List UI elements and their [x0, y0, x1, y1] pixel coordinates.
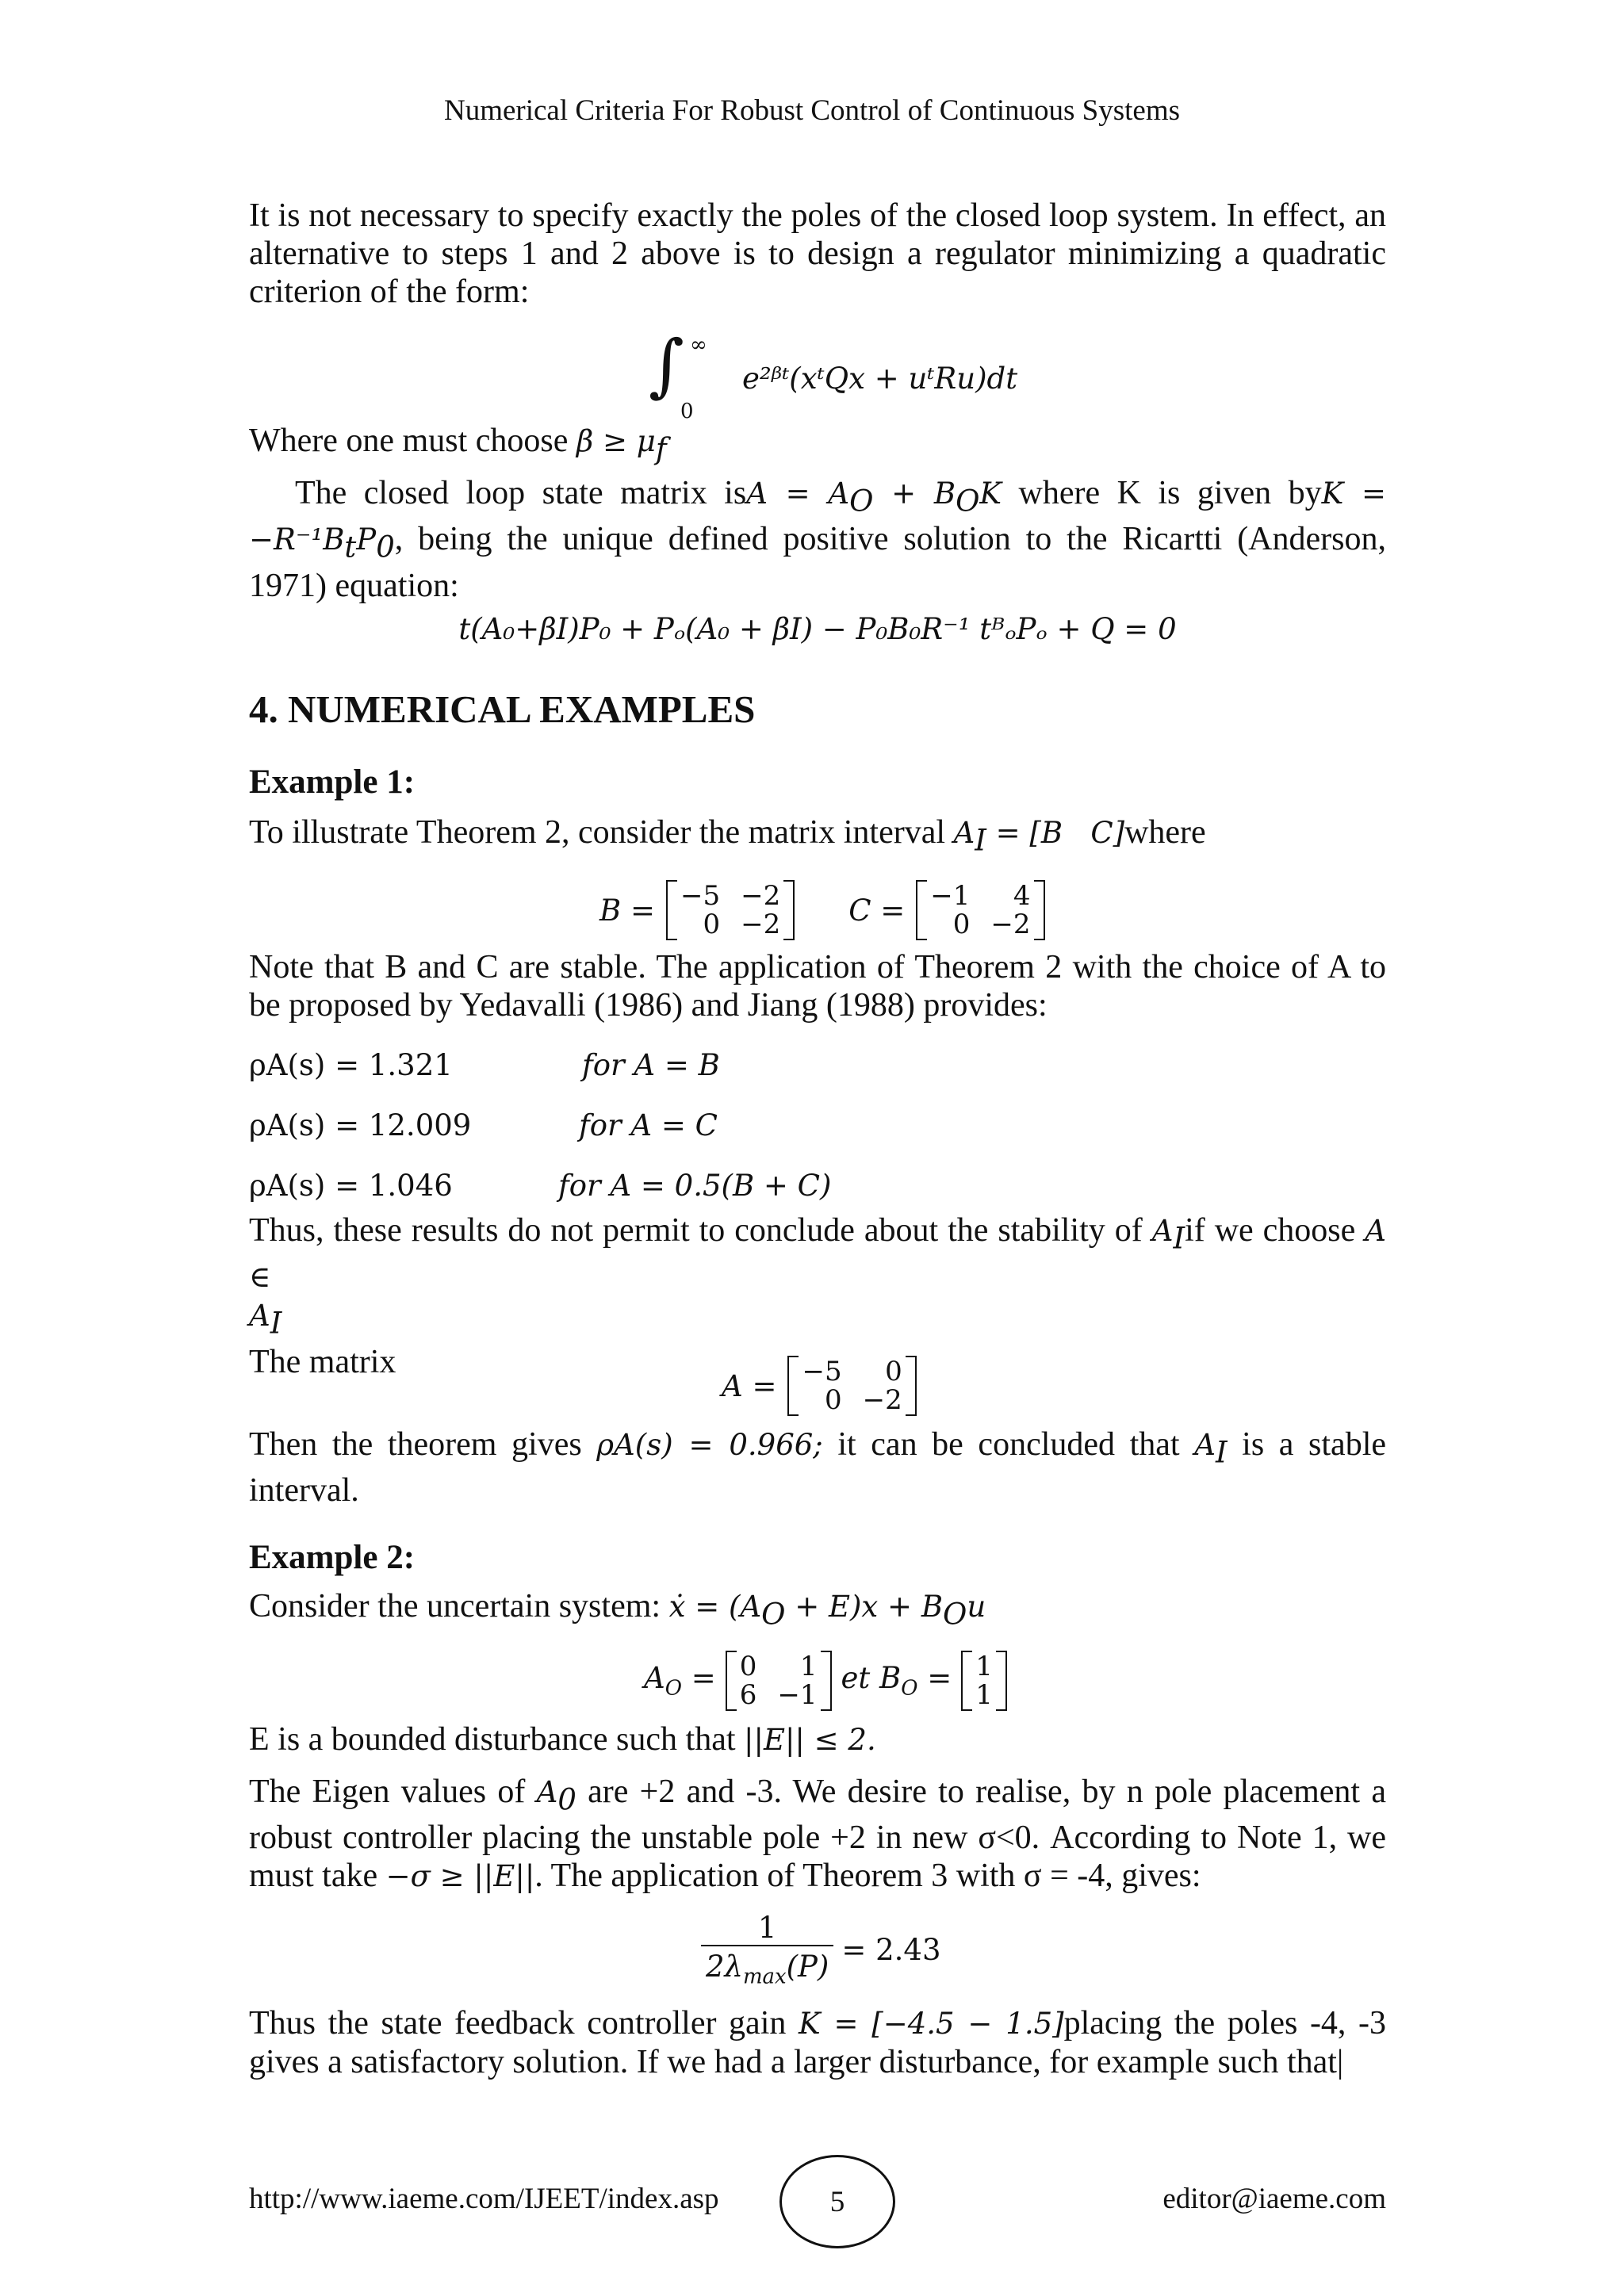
closed-loop-paragraph: The closed loop state matrix isA = $A_O + B_OK$ where K is given byK = $-R^{-1}B_tP_0$, being the unique defined positive solution to the Ricartti (Anderson, 1971) equation:	[249, 475, 1386, 604]
example1-matrix-label: The matrix	[249, 1343, 396, 1380]
C-label: C =	[848, 893, 906, 928]
matrix-A-block	[722, 1354, 917, 1418]
integral-sign: ∫	[649, 326, 684, 405]
result-row-1: ρA(s) = 1.321 for A = B	[249, 1048, 720, 1082]
B-label: B =	[599, 893, 655, 928]
intro-paragraph: It is not necessary to specify exactly the poles of the closed loop system. In effect, an alternative to steps 1 and 2 above is to design a regulator minimizing a quadratic criterion of the form:	[249, 197, 1386, 310]
integral-upper-limit: ∞	[690, 333, 707, 357]
example2-intro: Consider the uncertain system: ẋ = $(A_O + E)x + B_Ou$	[249, 1588, 986, 1632]
running-header: Numerical Criteria For Robust Control of Continuous Systems	[443, 94, 1181, 127]
matrix-B: −5 −2 0 −2	[666, 880, 795, 940]
A-label: A =	[722, 1368, 777, 1403]
lambda-fraction	[701, 1911, 941, 1988]
example2-title: Example 2:	[249, 1539, 416, 1576]
result-row-2: ρA(s) = 12.009 for A = C	[249, 1108, 718, 1142]
vector-B0: 1 1	[961, 1651, 1007, 1711]
example2-eigen-block	[249, 1773, 1386, 1896]
B0-label: et $B_O$ =	[841, 1661, 952, 1701]
matrix-C: −1 4 0 −2	[916, 880, 1044, 940]
matrix-A0: 0 1 6 −1	[726, 1651, 832, 1711]
fraction: $\frac{1}{2\lambda_{max}(P)}$	[701, 1911, 833, 1988]
matrices-B-C	[599, 878, 1045, 942]
example1-note-block	[249, 948, 1386, 1024]
footer-url: http://www.iaeme.com/IJEET/index.asp	[249, 2183, 719, 2215]
fraction-result: = 2.43	[841, 1932, 941, 1967]
footer-email: editor@iaeme.com	[1162, 2183, 1386, 2215]
A0-label: $A_O$ =	[644, 1661, 716, 1701]
integral-lower-limit: 0	[680, 400, 694, 423]
section-heading: 4. NUMERICAL EXAMPLES	[249, 687, 756, 731]
matrix-A: −5 0 0 −2	[787, 1356, 916, 1416]
example2-disturbance: E is a bounded disturbance such that ||E|| ≤ 2.	[249, 1721, 876, 1758]
example2-final-block	[249, 2004, 1386, 2081]
result-row-3: ρA(s) = 1.046 for A = 0.5(B + C)	[249, 1169, 832, 1203]
example1-note: Note that B and C are stable. The application of Theorem 2 with the choice of A to be proposed by Yedavalli (1986) and Jiang (1988) provides:	[249, 949, 1386, 1024]
example1-intro: To illustrate Theorem 2, consider the matrix interval $A_I = [B$ C]where	[249, 814, 1206, 858]
example1-then-block	[249, 1425, 1386, 1510]
page-number: 5	[779, 2155, 895, 2248]
example2-eigen: The Eigen values of $A_0$ are +2 and -3. We desire to realise, by n pole placement a robust controller placing the unstable pole +2 in new σ<0. According to Note 1, we must take −σ ≥ ||E||. The application of Theorem 3 with σ = -4, gives:	[249, 1774, 1386, 1895]
system-matrices	[644, 1649, 1007, 1712]
criterion-integral	[649, 326, 1124, 423]
closed-loop-paragraph-block	[249, 474, 1386, 605]
example1-then: Then the theorem gives ρA(s) = 0.966; it can be concluded that $A_I$ is a stable interval.	[249, 1426, 1387, 1510]
example2-final: Thus the state feedback controller gain K = [−4.5 − 1.5]placing the poles -4, -3 gives a satisfactory solution. If we had a larger disturbance, for example such that|	[249, 2005, 1387, 2080]
integral-integrand: e²ᵝᵗ(xᵗQx + uᵗRu)dt	[742, 362, 1018, 396]
example1-thus: Thus, these results do not permit to conclude about the stability of $A_Iif$ we choose A ∈ $A_I$	[249, 1212, 1386, 1341]
example1-title: Example 1:	[249, 763, 416, 801]
where-line: Where one must choose $\beta \ge \mu_f$	[249, 423, 667, 466]
intro-paragraph-block	[249, 197, 1386, 311]
riccati-equation: t(A₀+βI)P₀ + Pₒ(A₀ + βI) − P₀B₀R⁻¹ tᴮₒPₒ + Q = 0	[458, 612, 1177, 646]
